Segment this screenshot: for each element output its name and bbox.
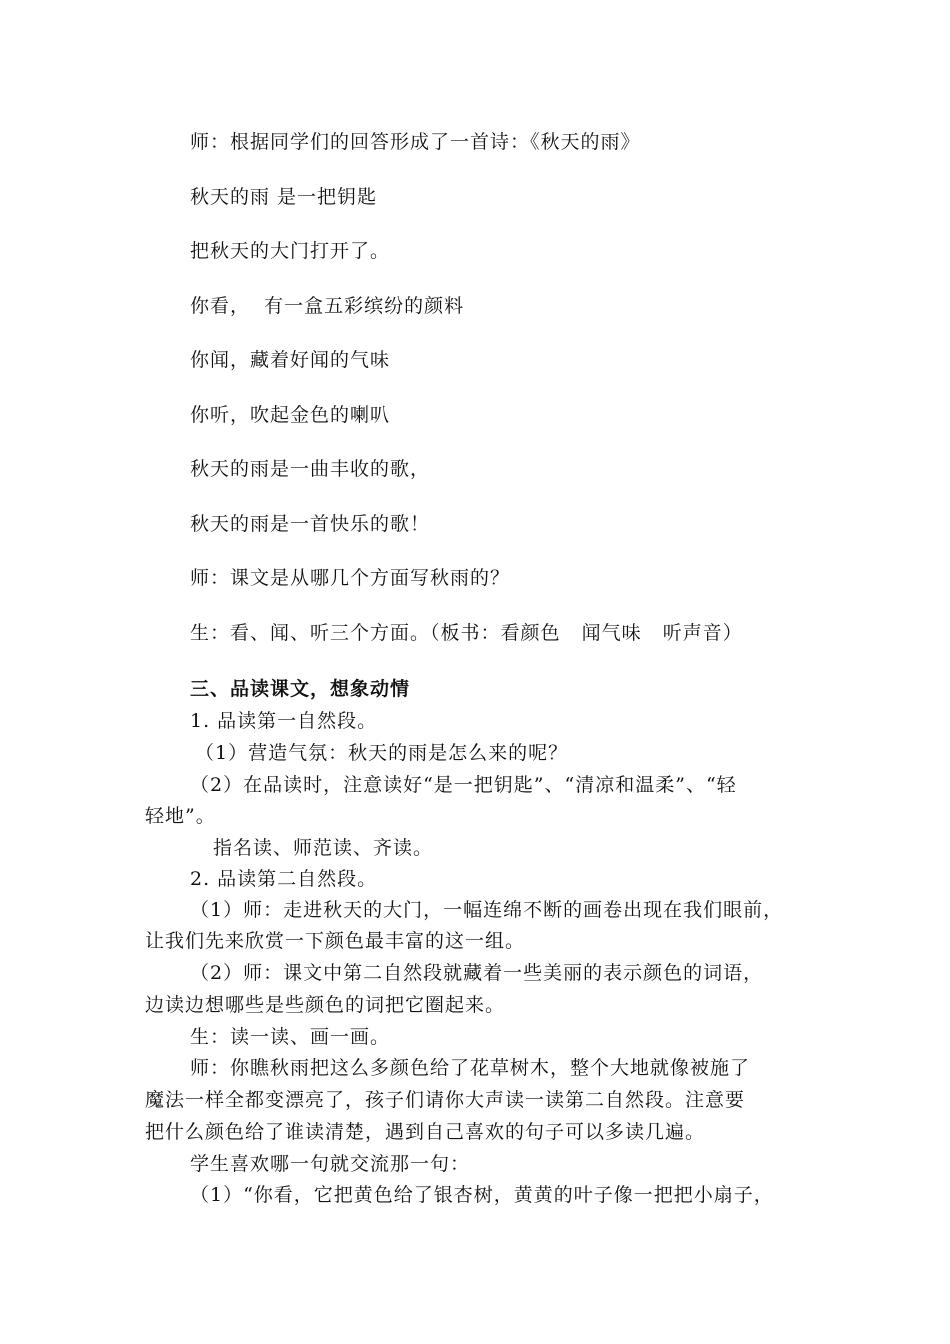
poem-line-7: 秋天的雨是一首快乐的歌！: [190, 513, 431, 535]
student-exchange: 学生喜欢哪一句就交流那一句：: [190, 1153, 471, 1175]
paragraph-1-item-2: （2）在品读时，注意读好“是一把钥匙”、“清凉和温柔”、“轻: [190, 774, 737, 796]
teacher-instruction-2: 魔法一样全都变漂亮了，孩子们请你大声读一读第二自然段。注意要: [145, 1089, 746, 1111]
teacher-instruction-3: 把什么颜色给了谁读清楚，遇到自己喜欢的句子可以多读几遍。: [145, 1121, 706, 1143]
student-answer: 生：看、闻、听三个方面。（板书：看颜色 闻气味 听声音）: [190, 622, 743, 644]
paragraph-1-title: 1. 品读第一自然段。: [190, 710, 378, 732]
poem-line-2: 把秋天的大门打开了。: [190, 240, 391, 262]
paragraph-2-title: 2. 品读第二自然段。: [190, 868, 378, 890]
poem-line-3: 你看， 有一盒五彩缤纷的颜料: [190, 295, 465, 317]
poem-line-5: 你听，吹起金色的喇叭: [190, 404, 391, 426]
poem-line-4: 你闻，藏着好闻的气味: [190, 349, 391, 371]
paragraph-1-item-2-cont: 轻地”。: [145, 805, 216, 827]
paragraph-1-item-1: （1）营造气氛：秋天的雨是怎么来的呢？: [195, 742, 569, 764]
reading-methods: 指名读、师范读、齐读。: [213, 837, 434, 859]
section-heading: 三、品读课文，想象动情: [190, 678, 411, 700]
paragraph-2-item-2-cont: 边读边想哪些是些颜色的词把它圈起来。: [145, 994, 506, 1016]
paragraph-2-item-1-cont: 让我们先来欣赏一下颜色最丰富的这一组。: [145, 930, 526, 952]
paragraph-2-item-1: （1）师：走进秋天的大门，一幅连绵不断的画卷出现在我们眼前，: [190, 899, 784, 921]
student-activity: 生：读一读、画一画。: [190, 1026, 391, 1048]
poem-line-1: 秋天的雨 是一把钥匙: [190, 186, 378, 208]
teacher-question: 师：课文是从哪几个方面写秋雨的？: [190, 567, 511, 589]
poem-line-6: 秋天的雨是一曲丰收的歌，: [190, 458, 431, 480]
poem-intro-line: 师：根据同学们的回答形成了一首诗：《秋天的雨》: [190, 131, 641, 153]
teacher-instruction-1: 师：你瞧秋雨把这么多颜色给了花草树木，整个大地就像被施了: [190, 1057, 751, 1079]
quote-item-1: （1）“你看，它把黄色给了银杏树，黄黄的叶子像一把把小扇子，: [190, 1184, 774, 1206]
paragraph-2-item-2: （2）师：课文中第二自然段就藏着一些美丽的表示颜色的词语，: [190, 962, 764, 984]
